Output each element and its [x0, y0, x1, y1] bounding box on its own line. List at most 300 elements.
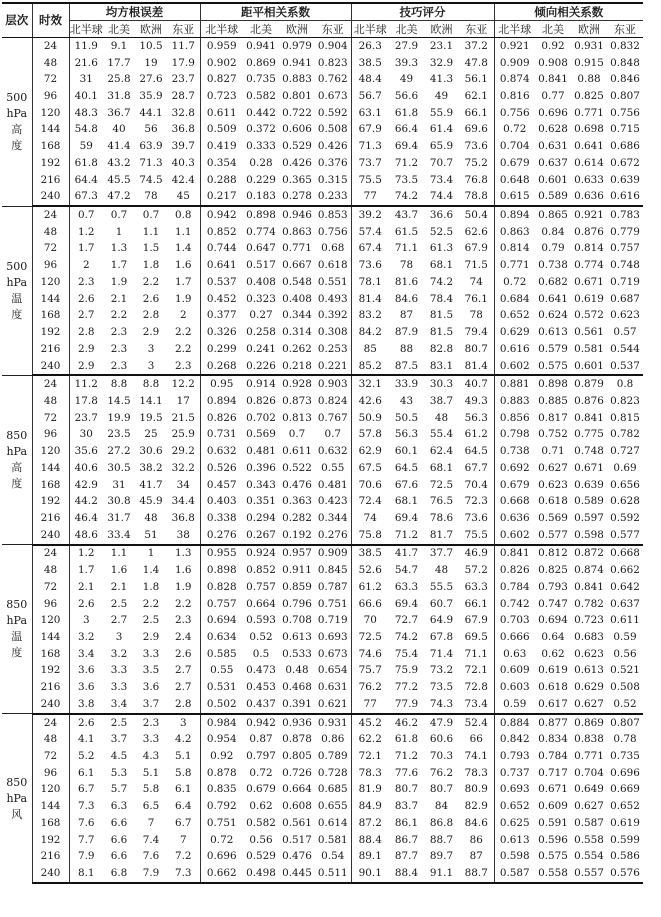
value-cell: 0.823 — [317, 56, 348, 69]
value-cell: 71.2 — [394, 156, 419, 169]
value-cell: 55.5 — [429, 580, 454, 593]
value-cell: 0.69 — [613, 461, 637, 474]
value-cell: 73.6 — [464, 511, 488, 524]
value-cell: 40.6 — [69, 460, 103, 477]
value-cell: 7 — [179, 833, 187, 846]
value-cell: 0.596 — [538, 833, 568, 846]
value-cell: 0.183 — [243, 188, 279, 206]
value-cell: 5.2 — [69, 748, 103, 765]
value-cell: 0.627 — [538, 461, 568, 474]
value-cell: 0.649 — [574, 783, 604, 796]
value-cell: 19 — [144, 56, 158, 69]
value-cell: 0.363 — [282, 495, 312, 508]
value-cell: 67.8 — [429, 631, 454, 644]
value-cell: 0.354 — [200, 155, 243, 172]
value-cell: 81.9 — [351, 782, 389, 799]
layer-label-line: 风 — [11, 807, 23, 821]
value-cell: 17.8 — [69, 393, 103, 410]
value-cell: 0.633 — [574, 173, 604, 186]
value-cell: 80.7 — [394, 783, 419, 796]
lead-time-cell: 24 — [32, 375, 69, 393]
value-cell: 0.8 — [167, 206, 200, 224]
value-cell: 0.377 — [200, 308, 243, 325]
value-cell: 0.218 — [279, 358, 315, 376]
lead-time-cell: 216 — [32, 510, 69, 527]
value-cell: 0.253 — [317, 342, 348, 355]
value-cell: 0.628 — [538, 123, 568, 136]
table-row — [2, 324, 643, 341]
value-cell: 0.598 — [571, 527, 607, 545]
value-cell: 0.634 — [200, 629, 243, 646]
table-row — [2, 38, 643, 55]
value-cell: 17 — [176, 394, 190, 407]
value-cell: 0.942 — [200, 206, 243, 224]
value-cell: 0.338 — [200, 510, 243, 527]
value-cell: 47.2 — [103, 188, 135, 206]
value-cell: 1.5 — [142, 242, 160, 255]
value-cell: 0.423 — [317, 495, 348, 508]
value-cell: 0.652 — [494, 798, 535, 815]
value-cell: 0.784 — [494, 579, 535, 596]
value-cell: 2.8 — [167, 696, 200, 714]
value-cell: 0.885 — [538, 394, 568, 407]
value-cell: 1.6 — [110, 564, 128, 577]
value-cell: 0.693 — [494, 782, 535, 799]
value-cell: 0.696 — [200, 849, 243, 866]
value-cell: 70 — [351, 612, 389, 629]
value-cell: 64.9 — [429, 614, 454, 627]
value-cell: 3.4 — [69, 646, 103, 663]
value-cell: 0.693 — [317, 631, 348, 644]
value-cell: 0.826 — [246, 394, 276, 407]
value-cell: 0.957 — [279, 545, 315, 563]
value-cell: 0.796 — [282, 597, 312, 610]
value-cell: 74 — [469, 275, 483, 288]
value-cell: 7.9 — [135, 865, 167, 883]
value-cell: 66.1 — [464, 597, 488, 610]
value-cell: 57.2 — [464, 564, 488, 577]
value-cell: 6.6 — [110, 816, 128, 829]
lead-time-cell: 24 — [32, 714, 69, 732]
value-cell: 25.8 — [107, 73, 131, 86]
value-cell: 6.7 — [174, 816, 192, 829]
value-cell: 0.909 — [315, 545, 351, 563]
value-cell: 72.5 — [429, 478, 454, 491]
table-row — [2, 443, 643, 460]
value-cell: 78.4 — [429, 292, 454, 305]
value-cell: 88.7 — [429, 833, 454, 846]
value-cell: 0.852 — [246, 564, 276, 577]
value-cell: 42.4 — [171, 173, 195, 186]
value-cell: 0.845 — [317, 564, 348, 577]
value-cell: 31.8 — [107, 90, 131, 103]
value-cell: 0.702 — [246, 411, 276, 424]
value-cell: 0.278 — [279, 188, 315, 206]
value-cell: 37.7 — [424, 545, 459, 563]
value-cell: 32.1 — [351, 375, 389, 393]
value-cell: 0.782 — [574, 597, 604, 610]
layer-label — [2, 38, 32, 207]
lead-time-cell: 96 — [32, 257, 69, 274]
value-cell: 0.664 — [282, 783, 312, 796]
value-cell: 0.28 — [249, 156, 273, 169]
table-row — [2, 731, 643, 748]
value-cell: 1.1 — [103, 545, 135, 563]
value-cell: 0.7 — [288, 428, 306, 441]
value-cell: 0.558 — [535, 865, 571, 883]
value-cell: 0.767 — [317, 411, 348, 424]
value-cell: 0.391 — [279, 696, 315, 714]
value-cell: 0.593 — [246, 614, 276, 627]
value-cell: 0.703 — [494, 612, 535, 629]
value-cell: 0.537 — [607, 358, 643, 376]
value-cell: 1.9 — [174, 580, 192, 593]
value-cell: 0.669 — [610, 783, 640, 796]
value-cell: 38.2 — [139, 461, 163, 474]
value-cell: 0.783 — [607, 206, 643, 224]
value-cell: 0.789 — [317, 750, 348, 763]
value-cell: 0.476 — [282, 850, 312, 863]
value-cell: 0.508 — [610, 681, 640, 694]
value-cell: 0.511 — [315, 865, 351, 883]
value-cell: 33.9 — [389, 375, 424, 393]
value-cell: 0.797 — [246, 750, 276, 763]
value-cell: 0.762 — [317, 73, 348, 86]
value-cell: 36.6 — [424, 206, 459, 224]
value-cell: 0.77 — [541, 90, 565, 103]
verification-table-container — [2, 2, 643, 884]
value-cell: 0.587 — [494, 865, 535, 883]
value-cell: 0.869 — [246, 56, 276, 69]
table-row — [2, 765, 643, 782]
value-cell: 0.692 — [494, 460, 535, 477]
value-cell: 0.878 — [200, 765, 243, 782]
table-row — [2, 291, 643, 308]
value-cell: 0.666 — [494, 629, 535, 646]
header-region: 东亚 — [167, 21, 200, 38]
value-cell: 0.376 — [317, 156, 348, 169]
value-cell: 0.59 — [494, 696, 535, 714]
value-cell: 0.221 — [315, 358, 351, 376]
value-cell: 74.6 — [351, 646, 389, 663]
value-cell: 0.775 — [574, 428, 604, 441]
value-cell: 3 — [167, 714, 200, 732]
value-cell: 74.4 — [424, 188, 459, 206]
value-cell: 21.6 — [69, 55, 103, 72]
value-cell: 3.7 — [110, 733, 128, 746]
value-cell: 0.979 — [282, 39, 312, 52]
value-cell: 0.288 — [200, 172, 243, 189]
value-cell: 2.3 — [103, 358, 135, 376]
layer-label-line: hPa — [6, 106, 28, 120]
value-cell: 0.756 — [317, 225, 348, 238]
layer-label-line: hPa — [6, 275, 28, 289]
value-cell: 0.881 — [494, 375, 535, 393]
value-cell: 0.738 — [538, 259, 568, 272]
value-cell: 0.92 — [200, 748, 243, 765]
value-cell: 0.757 — [246, 580, 276, 593]
value-cell: 1.8 — [142, 580, 160, 593]
value-cell: 0.656 — [610, 478, 640, 491]
value-cell: 67.4 — [351, 241, 389, 258]
value-cell: 0.575 — [538, 850, 568, 863]
value-cell: 0.824 — [317, 394, 348, 407]
value-cell: 0.852 — [200, 224, 243, 241]
value-cell: 0.613 — [282, 631, 312, 644]
value-cell: 81.6 — [394, 275, 419, 288]
header-region: 北半球 — [351, 21, 389, 38]
value-cell: 0.639 — [574, 478, 604, 491]
value-cell: 19.9 — [107, 411, 131, 424]
value-cell: 2.5 — [110, 597, 128, 610]
value-cell: 0.591 — [538, 816, 568, 829]
value-cell: 33.4 — [103, 527, 135, 545]
value-cell: 44.1 — [139, 106, 163, 119]
value-cell: 81.5 — [429, 309, 454, 322]
value-cell: 72.5 — [351, 629, 389, 646]
value-cell: 2.3 — [110, 342, 128, 355]
layer-label-line: hPa — [6, 444, 28, 458]
value-cell: 0.628 — [610, 495, 640, 508]
value-cell: 1.1 — [174, 225, 192, 238]
value-cell: 6.8 — [103, 865, 135, 883]
value-cell: 71.3 — [351, 138, 389, 155]
value-cell: 0.294 — [246, 511, 276, 524]
value-cell: 68.1 — [429, 259, 454, 272]
value-cell: 0.898 — [535, 375, 571, 393]
value-cell: 0.815 — [610, 411, 640, 424]
value-cell: 0.698 — [574, 123, 604, 136]
value-cell: 0.276 — [200, 527, 243, 545]
table-row — [2, 257, 643, 274]
value-cell: 0.874 — [494, 71, 535, 88]
value-cell: 0.87 — [249, 733, 273, 746]
lead-time-cell: 144 — [32, 798, 69, 815]
value-cell: 5.3 — [110, 766, 128, 779]
table-row — [2, 748, 643, 765]
value-cell: 75.9 — [394, 664, 419, 677]
header-lead: 时效 — [32, 3, 69, 38]
header-region: 欧洲 — [571, 21, 607, 38]
value-cell: 0.823 — [610, 394, 640, 407]
value-cell: 90.1 — [351, 865, 389, 883]
value-cell: 30.8 — [107, 495, 131, 508]
value-cell: 0.601 — [538, 173, 568, 186]
table-row — [2, 510, 643, 527]
value-cell: 0.544 — [610, 342, 640, 355]
header-region: 欧洲 — [424, 21, 459, 38]
value-cell: 0.606 — [282, 123, 312, 136]
value-cell: 84.2 — [351, 324, 389, 341]
value-cell: 0.784 — [538, 750, 568, 763]
value-cell: 42.9 — [69, 477, 103, 494]
header-region: 北半球 — [69, 22, 103, 36]
value-cell: 61.8 — [394, 106, 419, 119]
value-cell: 0.64 — [541, 631, 565, 644]
value-cell: 0.771 — [574, 106, 604, 119]
value-cell: 0.614 — [317, 816, 348, 829]
value-cell: 2.4 — [174, 631, 192, 644]
value-cell: 23.7 — [69, 410, 103, 427]
value-cell: 67.9 — [464, 614, 488, 627]
value-cell: 61.2 — [351, 579, 389, 596]
value-cell: 0.696 — [610, 766, 640, 779]
value-cell: 1.4 — [142, 564, 160, 577]
value-cell: 48.3 — [69, 105, 103, 122]
value-cell: 0.192 — [279, 527, 315, 545]
header-region: 欧洲 — [135, 21, 167, 38]
value-cell: 0.262 — [282, 342, 312, 355]
value-cell: 80.7 — [464, 342, 488, 355]
value-cell: 0.694 — [538, 614, 568, 627]
value-cell: 0.652 — [610, 800, 640, 813]
value-cell: 0.853 — [315, 206, 351, 224]
value-cell: 2.7 — [174, 681, 192, 694]
value-cell: 0.333 — [246, 140, 276, 153]
value-cell: 69.5 — [464, 631, 488, 644]
value-cell: 0.618 — [538, 495, 568, 508]
value-cell: 0.908 — [538, 56, 568, 69]
value-cell: 0.914 — [243, 375, 279, 393]
value-cell: 67.3 — [69, 188, 103, 206]
value-cell: 0.696 — [538, 106, 568, 119]
value-cell: 74.1 — [464, 750, 488, 763]
value-cell: 28.7 — [171, 90, 195, 103]
value-cell: 78.8 — [459, 188, 494, 206]
value-cell: 0.623 — [610, 309, 640, 322]
verification-table — [2, 2, 643, 884]
value-cell: 0.498 — [243, 865, 279, 883]
value-cell: 0.548 — [282, 275, 312, 288]
value-cell: 0.826 — [200, 410, 243, 427]
value-cell: 0.863 — [282, 225, 312, 238]
table-row — [2, 596, 643, 613]
value-cell: 0.92 — [541, 39, 565, 52]
lead-time-cell: 96 — [32, 765, 69, 782]
value-cell: 59 — [69, 138, 103, 155]
value-cell: 0.771 — [494, 257, 535, 274]
value-cell: 0.652 — [494, 308, 535, 325]
value-cell: 0.636 — [571, 188, 607, 206]
value-cell: 74.2 — [394, 631, 419, 644]
value-cell: 0.623 — [538, 478, 568, 491]
lead-time-cell: 192 — [32, 493, 69, 510]
value-cell: 7.3 — [69, 798, 103, 815]
value-cell: 0.627 — [571, 696, 607, 714]
value-cell: 4.2 — [174, 733, 192, 746]
lead-time-cell: 216 — [32, 172, 69, 189]
value-cell: 87 — [469, 850, 483, 863]
value-cell: 0.921 — [571, 206, 607, 224]
value-cell: 0.876 — [574, 394, 604, 407]
value-cell: 0.827 — [200, 71, 243, 88]
value-cell: 0.582 — [246, 90, 276, 103]
value-cell: 0.629 — [494, 324, 535, 341]
value-cell: 0.731 — [200, 427, 243, 444]
table-row — [2, 696, 643, 714]
value-cell: 2.3 — [174, 614, 192, 627]
value-cell: 0.52 — [607, 696, 643, 714]
table-row — [2, 663, 643, 680]
value-cell: 1.7 — [69, 562, 103, 579]
table-row — [2, 865, 643, 883]
value-cell: 0.268 — [200, 358, 243, 376]
value-cell: 72.1 — [464, 664, 488, 677]
layer-label-line: 温 — [11, 291, 23, 305]
value-cell: 3.3 — [110, 664, 128, 677]
value-cell: 2.6 — [69, 291, 103, 308]
value-cell: 0.654 — [317, 664, 348, 677]
value-cell: 7.7 — [69, 832, 103, 849]
value-cell: 0.619 — [610, 816, 640, 829]
value-cell: 0.682 — [538, 275, 568, 288]
header-region: 北半球 — [200, 21, 243, 38]
value-cell: 0.841 — [574, 411, 604, 424]
value-cell: 0.276 — [315, 527, 351, 545]
value-cell: 72.8 — [464, 681, 488, 694]
value-cell: 0.894 — [494, 206, 535, 224]
header-group-skill: 技巧评分 — [351, 3, 494, 21]
value-cell: 41.7 — [389, 545, 424, 563]
table-row — [2, 460, 643, 477]
value-cell: 57.8 — [351, 427, 389, 444]
value-cell: 10.5 — [139, 39, 163, 52]
value-cell: 11.7 — [171, 39, 195, 52]
header-region: 欧洲 — [279, 21, 315, 38]
lead-time-cell: 24 — [32, 38, 69, 55]
value-cell: 0.84 — [541, 225, 565, 238]
value-cell: 73.7 — [351, 155, 389, 172]
value-cell: 83.7 — [394, 800, 419, 813]
value-cell: 76.5 — [429, 495, 454, 508]
value-cell: 0.52 — [249, 631, 273, 644]
value-cell: 2.1 — [110, 292, 128, 305]
value-cell: 74.5 — [139, 173, 163, 186]
value-cell: 50.4 — [459, 206, 494, 224]
value-cell: 0.884 — [494, 714, 535, 732]
value-cell: 0.608 — [282, 800, 312, 813]
table-row — [2, 155, 643, 172]
lead-time-cell: 48 — [32, 55, 69, 72]
value-cell: 73.4 — [459, 696, 494, 714]
value-cell: 0.601 — [571, 358, 607, 376]
value-cell: 2.9 — [142, 631, 160, 644]
lead-time-cell: 240 — [32, 188, 69, 206]
value-cell: 0.585 — [200, 646, 243, 663]
value-cell: 6.1 — [174, 783, 192, 796]
table-row — [2, 527, 643, 545]
value-cell: 27.9 — [394, 39, 419, 52]
value-cell: 0.611 — [610, 614, 640, 627]
value-cell: 38 — [167, 527, 200, 545]
value-cell: 76.2 — [429, 766, 454, 779]
value-cell: 0.648 — [494, 172, 535, 189]
value-cell: 66.4 — [394, 123, 419, 136]
value-cell: 2.2 — [142, 275, 160, 288]
value-cell: 0.816 — [494, 88, 535, 105]
value-cell: 2.6 — [142, 292, 160, 305]
value-cell: 4.3 — [142, 750, 160, 763]
value-cell: 0.793 — [538, 580, 568, 593]
value-cell: 1 — [135, 545, 167, 563]
value-cell: 0.757 — [610, 242, 640, 255]
value-cell: 0.704 — [574, 766, 604, 779]
value-cell: 0.68 — [321, 242, 345, 255]
value-cell: 1.7 — [69, 241, 103, 258]
value-cell: 62.2 — [351, 731, 389, 748]
value-cell: 47.9 — [424, 714, 459, 732]
value-cell: 0.7 — [135, 206, 167, 224]
